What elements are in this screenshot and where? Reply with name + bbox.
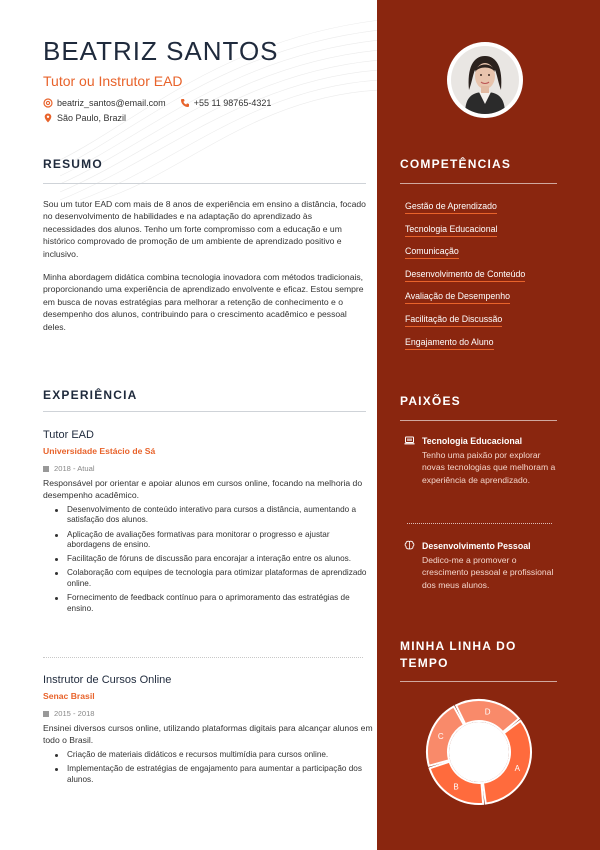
laptop-icon bbox=[404, 435, 415, 446]
location-text: São Paulo, Brazil bbox=[57, 112, 127, 123]
job-dates-text: 2015 - 2018 bbox=[54, 709, 95, 718]
skill-item: Tecnologia Educacional bbox=[405, 223, 497, 237]
job-entry bbox=[43, 429, 373, 618]
donut-label-b: B bbox=[453, 782, 459, 792]
timeline-donut-chart bbox=[425, 698, 533, 806]
timeline-heading-line: MINHA LINHA DO bbox=[400, 639, 517, 653]
calendar-icon bbox=[43, 711, 49, 717]
candidate-name: BEATRIZ SANTOS bbox=[43, 36, 279, 66]
job-bullet: Colaboração com equipes de tecnologia para otimizar plataformas de aprendizado online. bbox=[55, 568, 373, 589]
donut-center bbox=[449, 722, 509, 782]
phone-text: +55 11 98765-4321 bbox=[193, 97, 272, 108]
phone-icon bbox=[180, 98, 190, 108]
passion-description: Tenho uma paixão por explorar novas tecnologias que melhoram a experiência de aprendizado. bbox=[422, 450, 556, 485]
job-description: Ensinei diversos cursos online, utilizando plataformas digitais para alcançar alunos em todo o Brasil. bbox=[43, 723, 373, 746]
brain-icon bbox=[404, 540, 415, 551]
skill-item: Comunicação bbox=[405, 245, 459, 259]
job-company: Universidade Estácio de Sá bbox=[43, 446, 156, 456]
email-text: beatriz_santos@email.com bbox=[57, 97, 166, 108]
skill-item: Facilitação de Discussão bbox=[405, 313, 502, 327]
job-title: Instrutor de Cursos Online bbox=[43, 674, 172, 686]
at-icon bbox=[43, 98, 53, 108]
job-bullet: Facilitação de fóruns de discussão para encorajar a interação entre os alunos. bbox=[55, 554, 373, 565]
job-dates bbox=[43, 464, 373, 473]
job-entry bbox=[43, 674, 373, 789]
skill-item: Avaliação de Desempenho bbox=[405, 290, 510, 304]
location-pin-icon bbox=[43, 113, 53, 123]
skill-item: Gestão de Aprendizado bbox=[405, 200, 497, 214]
location-item bbox=[43, 113, 126, 123]
competencies-list bbox=[405, 200, 525, 358]
candidate-title: Tutor ou Instrutor EAD bbox=[43, 73, 183, 89]
experience-heading: EXPERIÊNCIA bbox=[43, 388, 138, 402]
summary-section bbox=[43, 198, 366, 344]
job-bullets bbox=[43, 505, 373, 614]
passion-item bbox=[404, 540, 564, 591]
job-description: Responsável por orientar e apoiar alunos em cursos online, focando na melhoria do desempenho acadêmico. bbox=[43, 478, 363, 501]
job-separator bbox=[43, 657, 363, 658]
summary-divider bbox=[43, 183, 366, 184]
passions-divider bbox=[400, 420, 557, 421]
passions-heading: PAIXÕES bbox=[400, 394, 461, 408]
contact-info bbox=[43, 95, 285, 125]
skill-item: Desenvolvimento de Conteúdo bbox=[405, 268, 525, 282]
timeline-heading-line: TEMPO bbox=[400, 656, 449, 670]
passion-item bbox=[404, 435, 564, 486]
timeline-heading bbox=[400, 638, 517, 672]
job-title: Tutor EAD bbox=[43, 429, 94, 441]
job-bullet: Fornecimento de feedback contínuo para o aprimoramento das estratégias de ensino. bbox=[55, 593, 373, 614]
donut-label-a: A bbox=[514, 764, 520, 774]
job-dates-text: 2018 - Atual bbox=[54, 464, 95, 473]
job-bullet: Implementação de estratégias de engajamento para aumentar a participação dos alunos. bbox=[55, 764, 373, 785]
job-bullets bbox=[43, 750, 373, 785]
competencies-heading: COMPETÊNCIAS bbox=[400, 157, 512, 171]
profile-photo bbox=[451, 46, 519, 114]
phone-item[interactable] bbox=[180, 98, 272, 108]
timeline-divider bbox=[400, 681, 557, 682]
avatar bbox=[447, 42, 523, 118]
passion-description: Dedico-me a promover o crescimento pessoal e profissional dos meus alunos. bbox=[422, 555, 554, 590]
donut-label-c: C bbox=[437, 731, 444, 741]
passion-title: Desenvolvimento Pessoal bbox=[422, 540, 531, 551]
skill-item: Engajamento do Aluno bbox=[405, 336, 494, 350]
passion-separator bbox=[407, 523, 552, 524]
donut-label-d: D bbox=[484, 707, 491, 717]
summary-paragraph: Sou um tutor EAD com mais de 8 anos de experiência em ensino a distância, focado no desenvolvimento de habilidades e na adaptação do aprendizado às necessidades dos alunos. Tenho um forte compromisso com a educação e um histórico comprovado de promoção de um ambiente de aprendizado positivo e inclusivo. bbox=[43, 199, 366, 259]
job-bullet: Criação de materiais didáticos e recursos multimídia para cursos online. bbox=[55, 750, 373, 761]
job-bullet: Desenvolvimento de conteúdo interativo para cursos a distância, aumentando a satisfação dos alunos. bbox=[55, 505, 373, 526]
job-bullet: Aplicação de avaliações formativas para monitorar o progresso e ajustar abordagens de ensino. bbox=[55, 530, 373, 551]
calendar-icon bbox=[43, 466, 49, 472]
job-dates bbox=[43, 709, 373, 718]
summary-heading: RESUMO bbox=[43, 157, 103, 171]
experience-divider bbox=[43, 411, 366, 412]
passion-title: Tecnologia Educacional bbox=[422, 435, 523, 446]
competencies-divider bbox=[400, 183, 557, 184]
email-item[interactable] bbox=[43, 98, 166, 108]
job-company: Senac Brasil bbox=[43, 691, 95, 701]
summary-paragraph: Minha abordagem didática combina tecnologia inovadora com métodos tradicionais, proporcionando uma experiência de aprendizado envolvente e eficaz. Estou sempre em busca de novas estratégias para melhorar a retenção de conhecimento e o desempenho dos alunos, contribuindo para o crescimento acadêmico e pessoal deles. bbox=[43, 272, 364, 332]
